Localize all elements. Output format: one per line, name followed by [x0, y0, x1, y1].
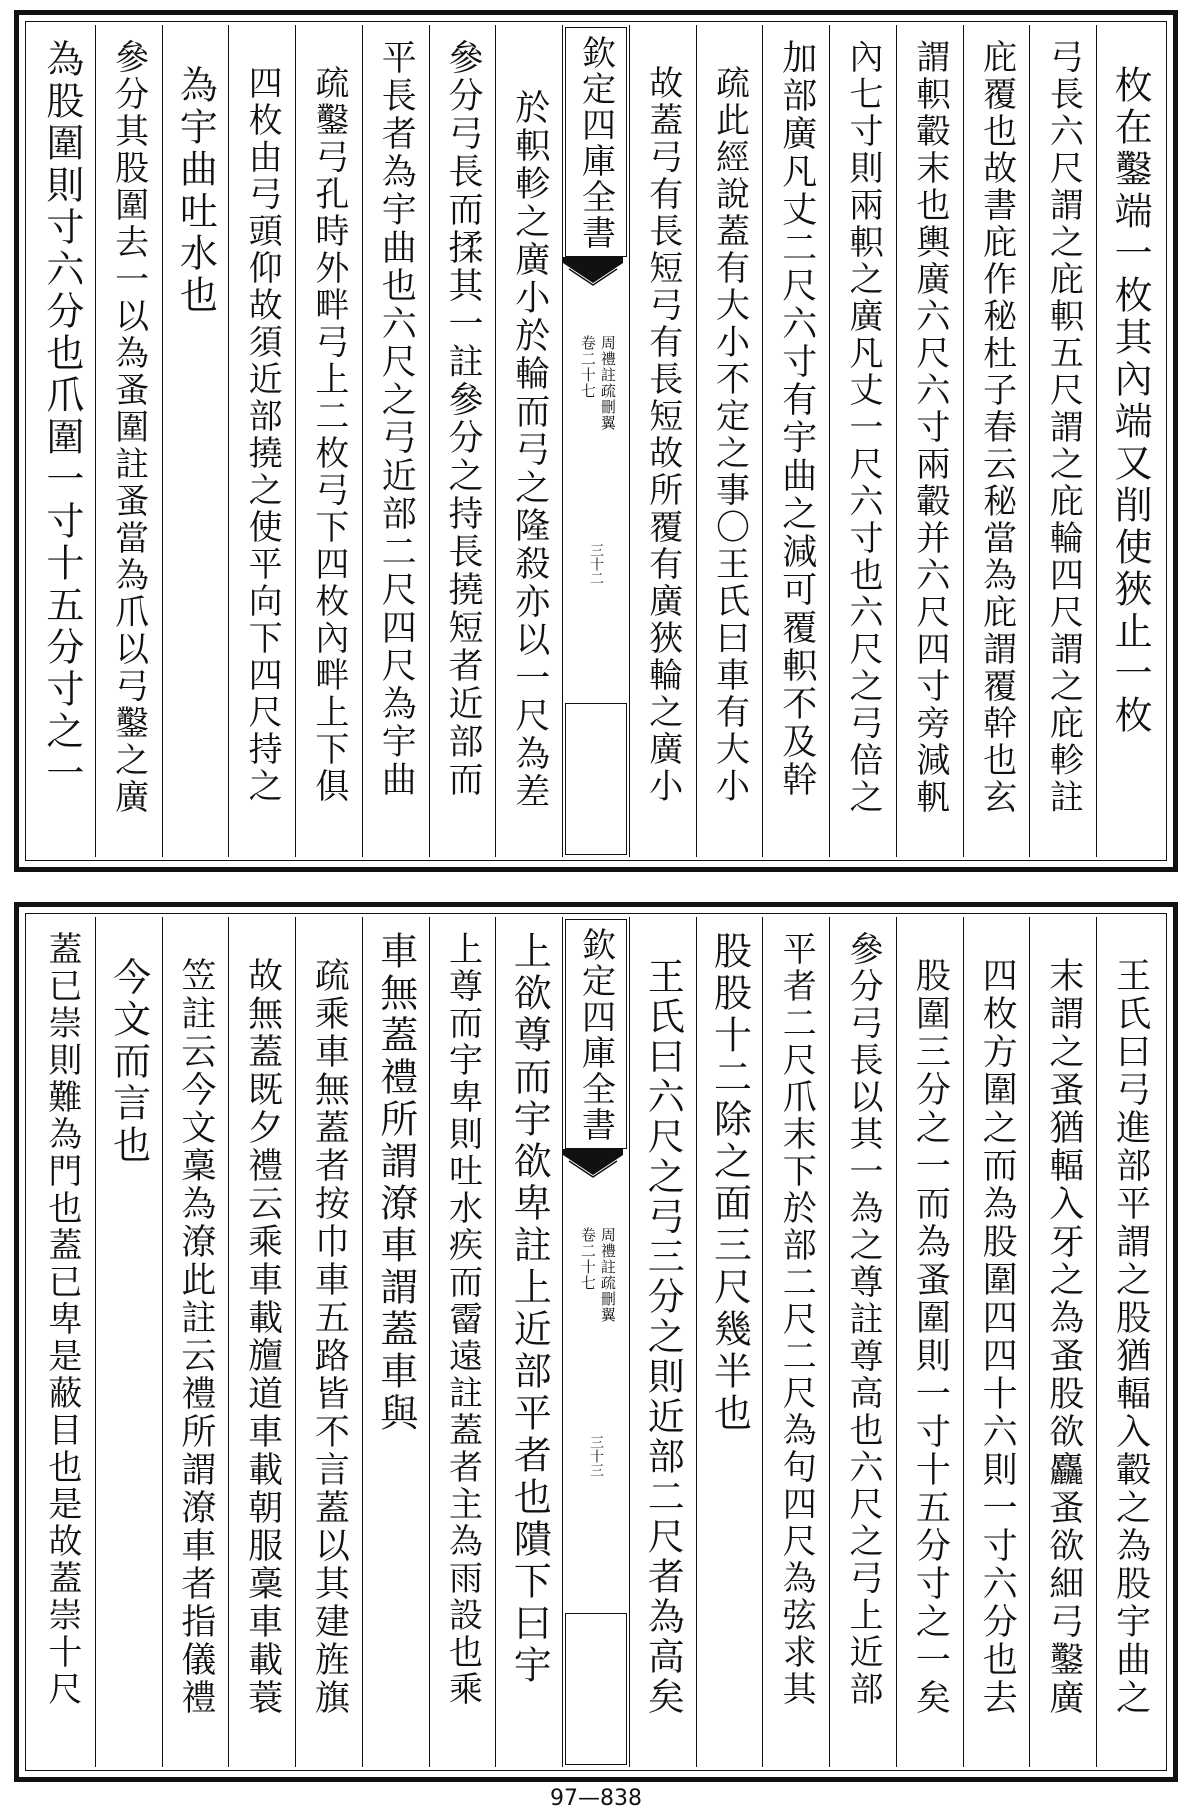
text-column	[896, 25, 963, 857]
text-column	[829, 917, 896, 1767]
text-column	[228, 917, 295, 1767]
text-column	[1029, 25, 1096, 857]
text-column	[162, 917, 229, 1767]
text-column	[1029, 917, 1096, 1767]
page-bottom	[14, 902, 1178, 1782]
column-text: 參分其股圍去一以為蚤圍註蚤當為爪以弓鑿之廣	[108, 39, 149, 816]
text-column	[429, 917, 496, 1767]
column-text: 為宇曲吐水也	[173, 65, 218, 317]
column-text: 平者二尺爪末下於部二尺二尺為句四尺為弦求其	[776, 931, 817, 1708]
text-column	[629, 917, 696, 1767]
column-text: 故無蓋既夕禮云乘車載旜道車載朝服稾車載蓑	[242, 957, 283, 1717]
text-column	[963, 25, 1030, 857]
columns-top	[29, 25, 1163, 857]
column-text: 今文而言也	[106, 957, 151, 1167]
volume-label: 卷二十七	[578, 335, 597, 399]
column-text: 於軹軫之廣小於輪而弓之隆殺亦以一尺為差	[509, 89, 550, 811]
column-text: 庇覆也故書庇作秘杜子春云秘當為庇謂覆幹也玄	[976, 39, 1017, 816]
page-top	[14, 10, 1178, 872]
text-column	[95, 25, 162, 857]
book-subtitle: 周禮註疏刪翼	[598, 1227, 617, 1323]
text-column	[696, 917, 763, 1767]
column-text: 王氏曰六尺之弓三分之則近部二尺者為高矣	[641, 957, 685, 1717]
text-column	[762, 917, 829, 1767]
folio-number: 三十二	[587, 543, 604, 585]
column-text: 弓長六尺謂之庇軹五尺謂之庇輪四尺謂之庇軫註	[1043, 39, 1084, 816]
center-fold-column	[562, 25, 629, 857]
center-fold-column	[562, 917, 629, 1767]
column-text: 四枚方圍之而為股圍四四十六則一寸六分也去	[977, 957, 1018, 1717]
column-text: 枚在鑿端一枚其內端又削使狹止一枚	[1108, 65, 1153, 737]
text-column	[95, 917, 162, 1767]
text-column	[495, 917, 562, 1767]
column-text: 笠註云今文稾為潦此註云禮所謂潦車者指儀禮	[175, 957, 216, 1717]
text-column	[1096, 917, 1163, 1767]
column-text: 疏鑿弓孔時外畔弓上二枚弓下四枚內畔上下俱	[308, 65, 349, 805]
fish-tail-mark-icon	[563, 257, 623, 287]
text-column	[429, 25, 496, 857]
column-text: 為股圍則寸六分也爪圍一寸十五分寸之一	[39, 39, 84, 795]
column-text: 上尊而宇卑則吐水疾而霤遠註蓋者主為雨設也乘	[442, 931, 483, 1708]
text-column	[762, 25, 829, 857]
column-text: 王氏曰弓進部平謂之股猶輻入轂之為股宇曲之	[1110, 957, 1151, 1717]
page-number-footer: 97—838	[550, 1786, 642, 1811]
text-column	[629, 25, 696, 857]
column-text: 參分弓長而揉其一註參分之持長撓短者近部而	[442, 39, 483, 799]
column-text: 上欲尊而宇欲卑註上近部平者也隤下曰宇	[507, 931, 552, 1687]
text-column	[29, 917, 95, 1767]
column-text: 股圍三分之一而為蚤圍則一寸十五分寸之一矣	[910, 957, 951, 1717]
column-text: 加部廣凡丈二尺六寸有宇曲之減可覆軹不及幹	[776, 39, 817, 799]
fold-box-bottom	[565, 1613, 627, 1765]
volume-label: 卷二十七	[578, 1227, 597, 1291]
column-text: 末謂之蚤猶輻入牙之為蚤股欲麤蚤欲細弓鑿廣	[1043, 957, 1084, 1717]
column-text: 四枚由弓頭仰故須近部撓之使平向下四尺持之	[242, 65, 283, 805]
column-text: 股股十二除之面三尺幾半也	[707, 931, 752, 1435]
text-column	[963, 917, 1030, 1767]
folio-number: 三十三	[587, 1435, 604, 1477]
column-text: 疏此經說蓋有大小不定之事〇王氏曰車有大小	[709, 65, 750, 805]
text-column	[295, 917, 362, 1767]
column-text: 參分弓長以其一為之尊註尊高也六尺之弓上近部	[843, 931, 884, 1708]
text-column	[1096, 25, 1163, 857]
column-text: 故蓋弓有長短弓有長短故所覆有廣狹輪之廣小	[642, 65, 683, 805]
text-column	[29, 25, 95, 857]
text-column	[162, 25, 229, 857]
column-text: 疏乘車無蓋者按巾車五路皆不言蓋以其建旌旗	[309, 957, 350, 1717]
column-text: 內七寸則兩軹之廣凡丈一尺六寸也六尺之弓倍之	[843, 39, 884, 816]
text-column	[362, 917, 429, 1767]
text-column	[829, 25, 896, 857]
text-column	[696, 25, 763, 857]
book-title: 欽定四庫全書	[575, 927, 616, 1143]
text-column	[362, 25, 429, 857]
text-column	[228, 25, 295, 857]
column-text: 車無蓋禮所謂潦車謂蓋車與	[373, 931, 418, 1435]
fish-tail-mark-icon	[563, 1149, 623, 1179]
column-text: 平長者為宇曲也六尺之弓近部二尺四尺為宇曲	[376, 39, 417, 799]
text-column	[495, 25, 562, 857]
book-subtitle: 周禮註疏刪翼	[598, 335, 617, 431]
columns-bottom	[29, 917, 1163, 1767]
text-column	[896, 917, 963, 1767]
fold-box-bottom	[565, 703, 627, 855]
book-title: 欽定四庫全書	[575, 35, 616, 251]
column-text: 謂軹轂末也輿廣六尺六寸兩轂并六尺四寸旁減軓	[909, 39, 950, 816]
text-column	[295, 25, 362, 857]
column-text: 蓋已崇則難為門也蓋已卑是蔽目也是故蓋崇十尺	[41, 931, 82, 1708]
